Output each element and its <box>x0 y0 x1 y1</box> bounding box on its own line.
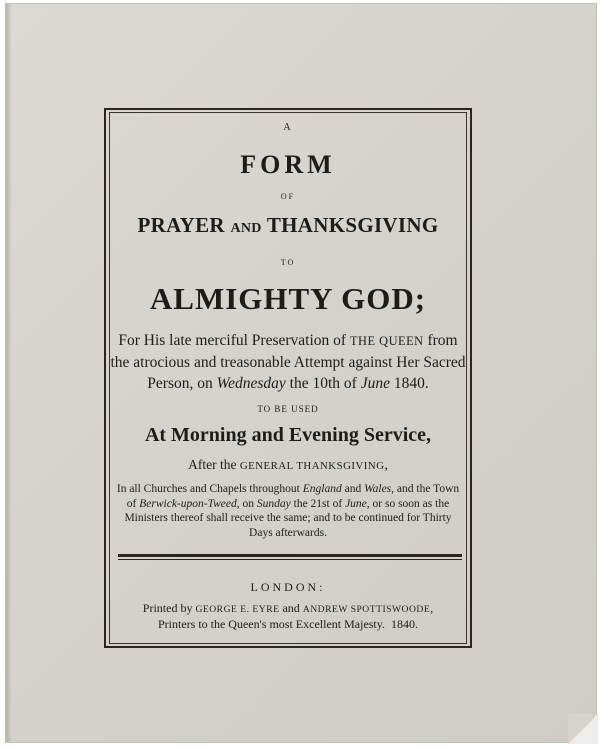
title-form: FORM <box>240 150 336 179</box>
title-a: A <box>283 122 293 133</box>
title-to: TO <box>280 258 296 267</box>
folded-corner <box>568 714 598 744</box>
divider-thick <box>118 554 462 557</box>
divider-thin <box>118 559 462 560</box>
title-prayer-and-thanksgiving: PRAYER AND THANKSGIVING <box>137 213 439 237</box>
to-be-used: TO BE USED <box>257 404 319 414</box>
morning-evening-service: At Morning and Evening Service, <box>144 424 432 446</box>
title-almighty-god: ALMIGHTY GOD; <box>149 281 427 316</box>
imprint-london: LONDON: <box>250 580 326 594</box>
after-general-thanksgiving: After the GENERAL THANKSGIVING, <box>188 457 388 472</box>
churches-paragraph: In all Churches and Chapels throughout England and Wales, and the Town of Berwick-upon-Tweed, on Sunday the 21st of June, or so soon as the Ministers thereof shall receive the same; and to be continued for Thirty Days afterwards. <box>116 483 460 539</box>
subtitle-preservation: For His late merciful Preservation of THE QUEEN from the atrocious and treasonable Attempt against Her Sacred Person, on Wednesday the 10th of June 1840. <box>110 332 466 392</box>
imprint-printer: Printed by GEORGE E. EYRE and ANDREW SPOTTISWOODE, Printers to the Queen's most Excellent Majesty. 1840. <box>142 601 434 631</box>
title-of: OF <box>280 192 296 201</box>
